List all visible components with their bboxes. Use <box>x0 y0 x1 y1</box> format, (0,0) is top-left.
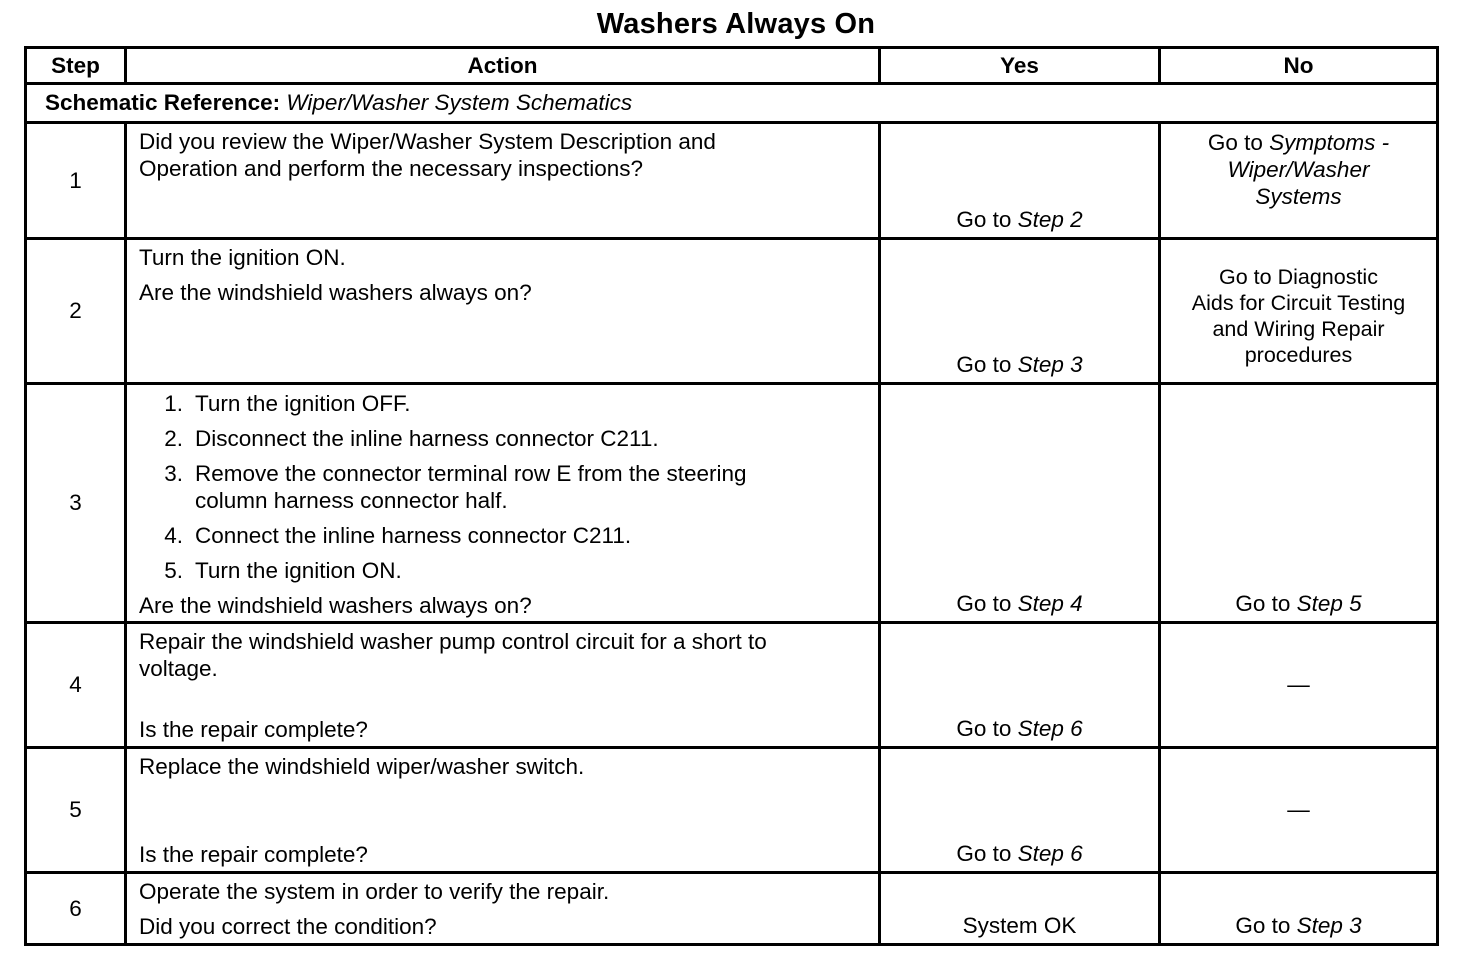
no-step-link[interactable]: Step 3 <box>1296 913 1362 938</box>
yes-step-link[interactable]: Step 3 <box>1017 352 1083 377</box>
yes-step-link[interactable]: Step 6 <box>1017 716 1083 741</box>
substep-text: column harness connector half. <box>195 488 508 513</box>
yes-text: System OK <box>962 913 1077 938</box>
header-yes: Yes <box>880 48 1160 84</box>
no-dash: — <box>1287 672 1310 697</box>
action-question: Is the repair complete? <box>139 842 368 867</box>
yes-prefix: Go to <box>956 841 1018 866</box>
table-row <box>26 873 1438 945</box>
action-question: Did you correct the condition? <box>139 914 437 939</box>
step-number: 3 <box>26 384 126 623</box>
action-cell <box>126 384 880 623</box>
substep-list <box>139 390 866 584</box>
yes-prefix: Go to <box>956 207 1018 232</box>
yes-step-link[interactable]: Step 6 <box>1017 841 1083 866</box>
schematic-reference <box>26 84 1438 123</box>
substep-text: Turn the ignition OFF. <box>195 391 411 416</box>
substep-number: 1. <box>164 391 183 416</box>
substep-number: 3. <box>164 461 183 486</box>
no-cell <box>1160 123 1438 239</box>
schematic-row <box>26 84 1438 123</box>
action-question: Are the windshield washers always on? <box>139 280 532 305</box>
no-cell <box>1160 384 1438 623</box>
list-item <box>139 557 866 584</box>
no-prefix: Go to <box>1235 913 1297 938</box>
step-number: 6 <box>26 873 126 945</box>
no-text[interactable]: and Wiring Repair <box>1212 317 1385 341</box>
yes-cell <box>880 873 1160 945</box>
yes-cell <box>880 623 1160 748</box>
step-number: 2 <box>26 239 126 384</box>
yes-step-link[interactable]: Step 2 <box>1017 207 1083 232</box>
action-question: Are the windshield washers always on? <box>139 593 532 618</box>
no-cell <box>1160 873 1438 945</box>
substep-text: Connect the inline harness connector C211. <box>195 523 632 548</box>
yes-cell <box>880 123 1160 239</box>
action-text: Operation and perform the necessary inspections? <box>139 156 644 181</box>
no-text[interactable]: procedures <box>1244 343 1353 367</box>
action-cell <box>126 873 880 945</box>
step-number: 1 <box>26 123 126 239</box>
header-step: Step <box>26 48 126 84</box>
action-text: Did you review the Wiper/Washer System Description and <box>139 129 716 154</box>
step-number: 4 <box>26 623 126 748</box>
schematic-label: Schematic Reference: <box>45 90 281 115</box>
table-row <box>26 123 1438 239</box>
action-text: Repair the windshield washer pump control circuit for a short to <box>139 629 767 654</box>
action-cell <box>126 239 880 384</box>
header-no: No <box>1160 48 1438 84</box>
substep-text: Disconnect the inline harness connector C211. <box>195 426 659 451</box>
substep-number: 5. <box>164 558 183 583</box>
yes-prefix: Go to <box>956 591 1018 616</box>
action-text: Turn the ignition ON. <box>139 245 346 270</box>
no-text[interactable]: Go to Diagnostic <box>1219 265 1378 289</box>
yes-prefix: Go to <box>956 352 1018 377</box>
list-item <box>139 425 866 452</box>
yes-cell <box>880 239 1160 384</box>
no-dash: — <box>1287 797 1310 822</box>
list-item <box>139 522 866 549</box>
table-row <box>26 623 1438 748</box>
table-row <box>26 239 1438 384</box>
no-cell <box>1160 239 1438 384</box>
no-step-link[interactable]: Step 5 <box>1296 591 1362 616</box>
no-prefix: Go to <box>1207 130 1270 155</box>
substep-text: Remove the connector terminal row E from the steering <box>195 461 747 486</box>
header-action: Action <box>126 48 880 84</box>
header-row <box>26 48 1438 84</box>
action-text: voltage. <box>139 656 218 681</box>
yes-step-link[interactable]: Step 4 <box>1017 591 1083 616</box>
no-cell <box>1160 623 1438 748</box>
action-cell <box>126 623 880 748</box>
no-symptoms-link[interactable]: Symptoms - <box>1269 130 1390 155</box>
action-question: Is the repair complete? <box>139 717 368 742</box>
no-symptoms-link[interactable]: Wiper/Washer <box>1227 157 1370 182</box>
no-text[interactable]: Aids for Circuit Testing <box>1191 291 1406 315</box>
page-title: Washers Always On <box>596 8 876 40</box>
substep-text: Turn the ignition ON. <box>195 558 402 583</box>
action-cell <box>126 123 880 239</box>
no-prefix: Go to <box>1235 591 1297 616</box>
action-text: Operate the system in order to verify the repair. <box>139 879 610 904</box>
diagnostic-table <box>24 46 1439 946</box>
list-item <box>139 390 866 417</box>
substep-number: 2. <box>164 426 183 451</box>
action-cell <box>126 748 880 873</box>
substep-number: 4. <box>164 523 183 548</box>
no-symptoms-link[interactable]: Systems <box>1255 184 1342 209</box>
action-text: Replace the windshield wiper/washer switch. <box>139 754 585 779</box>
list-item <box>139 460 866 514</box>
no-cell <box>1160 748 1438 873</box>
step-number: 5 <box>26 748 126 873</box>
table-row <box>26 748 1438 873</box>
table-row <box>26 384 1438 623</box>
yes-prefix: Go to <box>956 716 1018 741</box>
yes-cell <box>880 384 1160 623</box>
schematic-link[interactable]: Wiper/Washer System Schematics <box>286 90 633 115</box>
yes-cell <box>880 748 1160 873</box>
